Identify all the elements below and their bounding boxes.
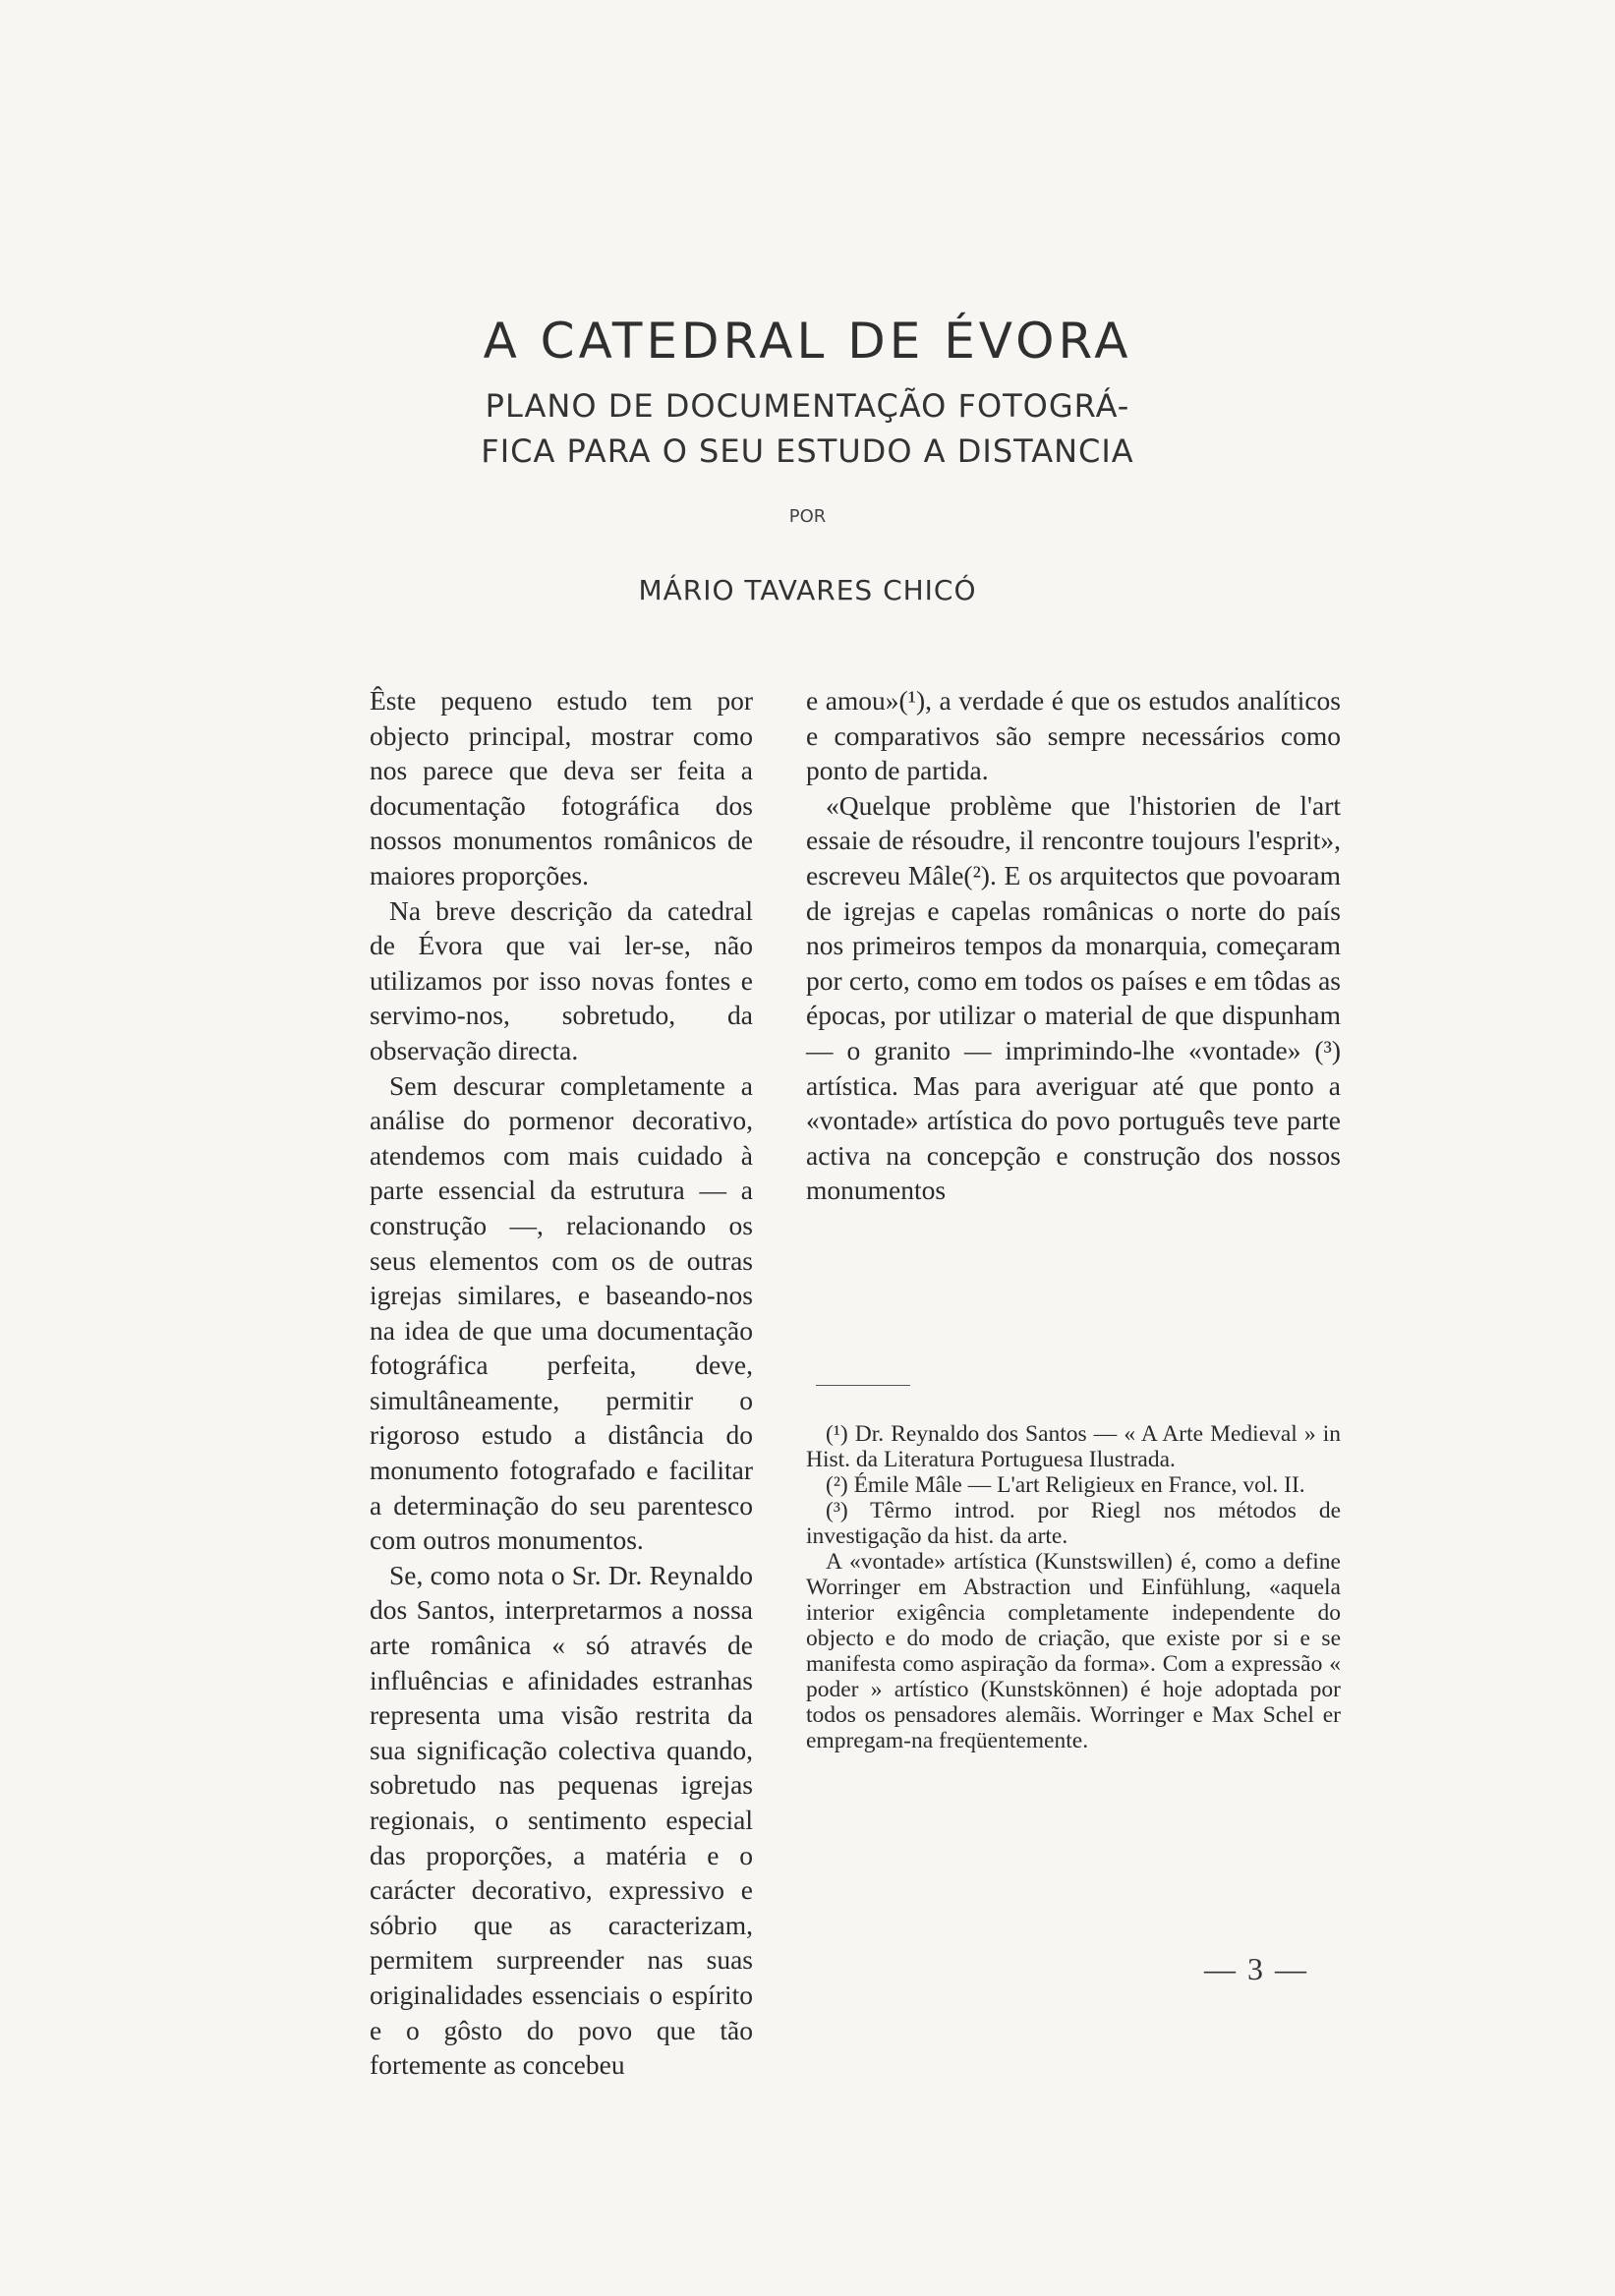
author-name: MÁRIO TAVARES CHICÓ <box>638 574 977 606</box>
paragraph: Sem descurar completamente a análise do pormenor decorativo, atendemos com mais cuidado à parte essencial da estrutura — a construção —, relacionando os seus elementos com os de outras igrejas similares, e baseando-nos na idea de que uma documentação fotográfica perfeita, deve, simultâneamente, permitir o rigoroso estudo a distância do monumento fotografado e facilitar a determinação do seu parentesco com outros monumentos. <box>370 1069 753 1556</box>
left-column <box>370 683 753 2083</box>
footnotes <box>806 1421 1341 1753</box>
paragraph: «Quelque problème que l'historien de l'art essaie de résoudre, il rencontre toujours l'esprit», escreveu Mâle(²). E os arquitectos que povoaram de igrejas e capelas românicas o norte do país nos primeiros tempos da monarquia, começaram por certo, como em todos os países e em tôdas as épocas, por utilizar o material de que dispunham — o granito — imprimindo-lhe «vontade» (³) artística. Mas para averiguar até que ponto a «vontade» artística do povo português teve parte activa na concepção e construção dos nossos monumentos <box>806 789 1341 1206</box>
footnote-separator <box>816 1385 910 1386</box>
footnote: (¹) Dr. Reynaldo dos Santos — « A Arte Medieval » in Hist. da Literatura Portuguesa Ilustrada. <box>806 1421 1341 1472</box>
page-number: — 3 — <box>1204 1951 1308 1986</box>
footnote: (²) Émile Mâle — L'art Religieux en France, vol. II. <box>826 1472 1305 1498</box>
byline-por: POR <box>788 506 827 527</box>
paragraph: Na breve descrição da catedral de Évora que vai ler-se, não utilizamos por isso novas fontes e servimo-nos, sobretudo, da observação directa. <box>370 894 753 1065</box>
subtitle-line-2: FICA PARA O SEU ESTUDO A DISTANCIA <box>481 432 1134 470</box>
paragraph: Se, como nota o Sr. Dr. Reynaldo dos Santos, interpretarmos a nossa arte românica « só através de influências e afinidades estranhas representa uma visão restrita da sua significação colectiva quando, sobretudo nas pequenas igrejas regionais, o sentimento especial das proporções, a matéria e o carácter decorativo, expressivo e sóbrio que as caracterizam, permitem surpreender nas suas originalidades essenciais o espírito e o gôsto do povo que tão fortemente as concebeu <box>370 1559 753 2081</box>
paragraph: e amou»(¹), a verdade é que os estudos analíticos e comparativos são sempre necessários como ponto de partida. <box>806 685 1341 786</box>
article-title: A CATEDRAL DE ÉVORA <box>483 313 1132 370</box>
subtitle-line-1: PLANO DE DOCUMENTAÇÃO FOTOGRÁ- <box>485 387 1130 425</box>
article-subtitle <box>0 383 1615 474</box>
footnote: (³) Têrmo introd. por Riegl nos métodos de investigação da hist. da arte. <box>806 1498 1341 1549</box>
right-column <box>806 683 1341 1208</box>
footnote: A «vontade» artística (Kunstswillen) é, como a define Worringer em Abstraction und Einfühlung, «aquela interior exigência completamente independente do objecto e do modo de criação, que existe por si e se manifesta como aspiração da forma». Com a expressão « poder » artístico (Kunstskönnen) é hoje adoptada por todos os pensadores alemãis. Worringer e Max Schel er empregam-na freqüentemente. <box>806 1549 1341 1753</box>
paragraph: Êste pequeno estudo tem por objecto principal, mostrar como nos parece que deva ser feita a documentação fotográfica dos nossos monumentos românicos de maiores proporções. <box>370 685 753 890</box>
